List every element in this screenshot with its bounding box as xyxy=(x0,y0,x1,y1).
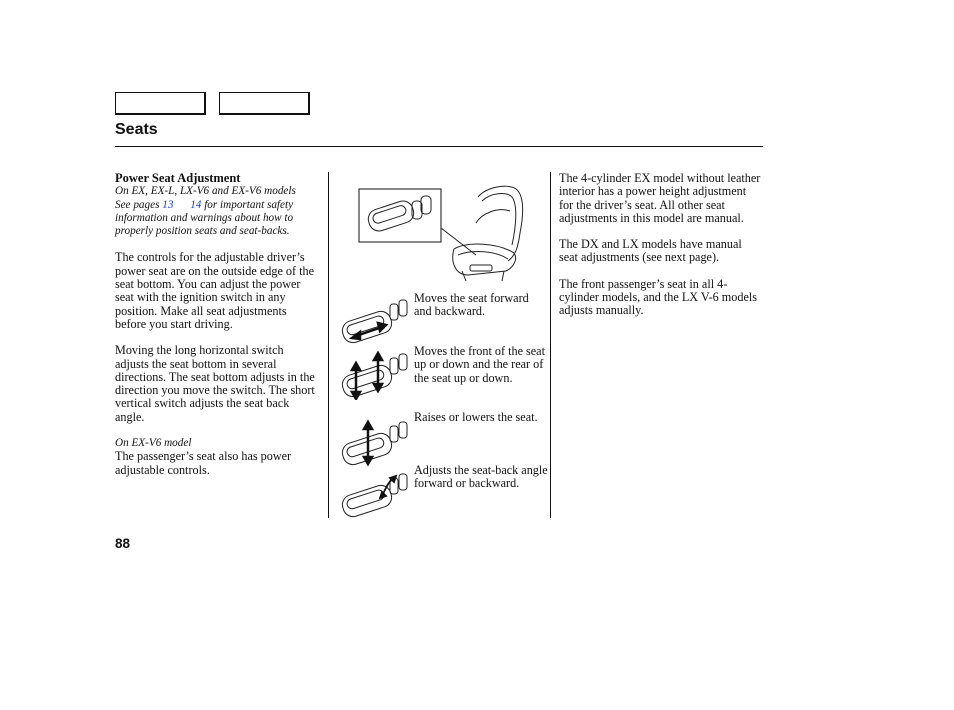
page-title: Seats xyxy=(115,121,158,138)
left-column xyxy=(115,172,320,477)
page-link-13[interactable]: 13 xyxy=(162,198,174,211)
seatback-description: Adjusts the seat-back angle forward or backward. xyxy=(414,463,548,491)
seat-illustration xyxy=(358,183,530,283)
tilt-description: Moves the front of the seat up or down and the rear of the seat up or down. xyxy=(414,344,545,385)
page-link-14[interactable]: 14 xyxy=(190,198,202,211)
title-rule xyxy=(115,146,763,147)
column-divider-1 xyxy=(328,172,329,518)
paragraph-controls: The controls for the adjustable driver’s power seat are on the outside edge of the seat bottom. You can adjust the power seat with the ignition switch in any position. Make all seat adjustments before you start driving. xyxy=(115,250,314,331)
safety-reference xyxy=(115,199,320,239)
see-pages-suffix: for important safety information and warnings about how to properly position seats and seat-backs. xyxy=(115,198,294,238)
nav-tab-1[interactable] xyxy=(115,92,206,115)
seatback-angle-switch-icon xyxy=(338,470,410,520)
section-heading: Power Seat Adjustment xyxy=(115,171,241,185)
ex-v6-note: On EX-V6 model xyxy=(115,437,192,450)
raise-lower-switch-icon xyxy=(338,418,410,468)
paragraph-front-passenger: The front passenger’s seat in all 4-cylinder models, and the LX V-6 models adjusts manually. xyxy=(559,276,758,318)
forward-backward-switch-icon xyxy=(338,296,410,346)
paragraph-dx-lx: The DX and LX models have manual seat adjustments (see next page). xyxy=(559,237,742,265)
column-divider-2 xyxy=(550,172,551,518)
paragraph-passenger: The passenger’s seat also has power adjustable controls. xyxy=(115,449,292,477)
see-pages-prefix: See pages xyxy=(115,198,163,211)
models-note: On EX, EX-L, LX-V6 and EX-V6 models xyxy=(115,185,296,198)
page-number: 88 xyxy=(115,536,131,551)
nav-tab-2[interactable] xyxy=(219,92,310,115)
front-rear-tilt-switch-icon xyxy=(338,350,410,400)
raise-lower-description: Raises or lowers the seat. xyxy=(414,410,538,424)
paragraph-switch: Moving the long horizontal switch adjusts the seat bottom in several directions. The seat bottom adjusts in the direction you move the switch. The short vertical switch adjusts the seat back angle. xyxy=(115,343,315,424)
paragraph-ex-model: The 4-cylinder EX model without leather interior has a power height adjustment for the driver’s seat. All other seat adjustments in this model are manual. xyxy=(559,171,761,225)
forward-backward-description: Moves the seat forward and backward. xyxy=(414,291,529,319)
right-column xyxy=(559,172,762,318)
